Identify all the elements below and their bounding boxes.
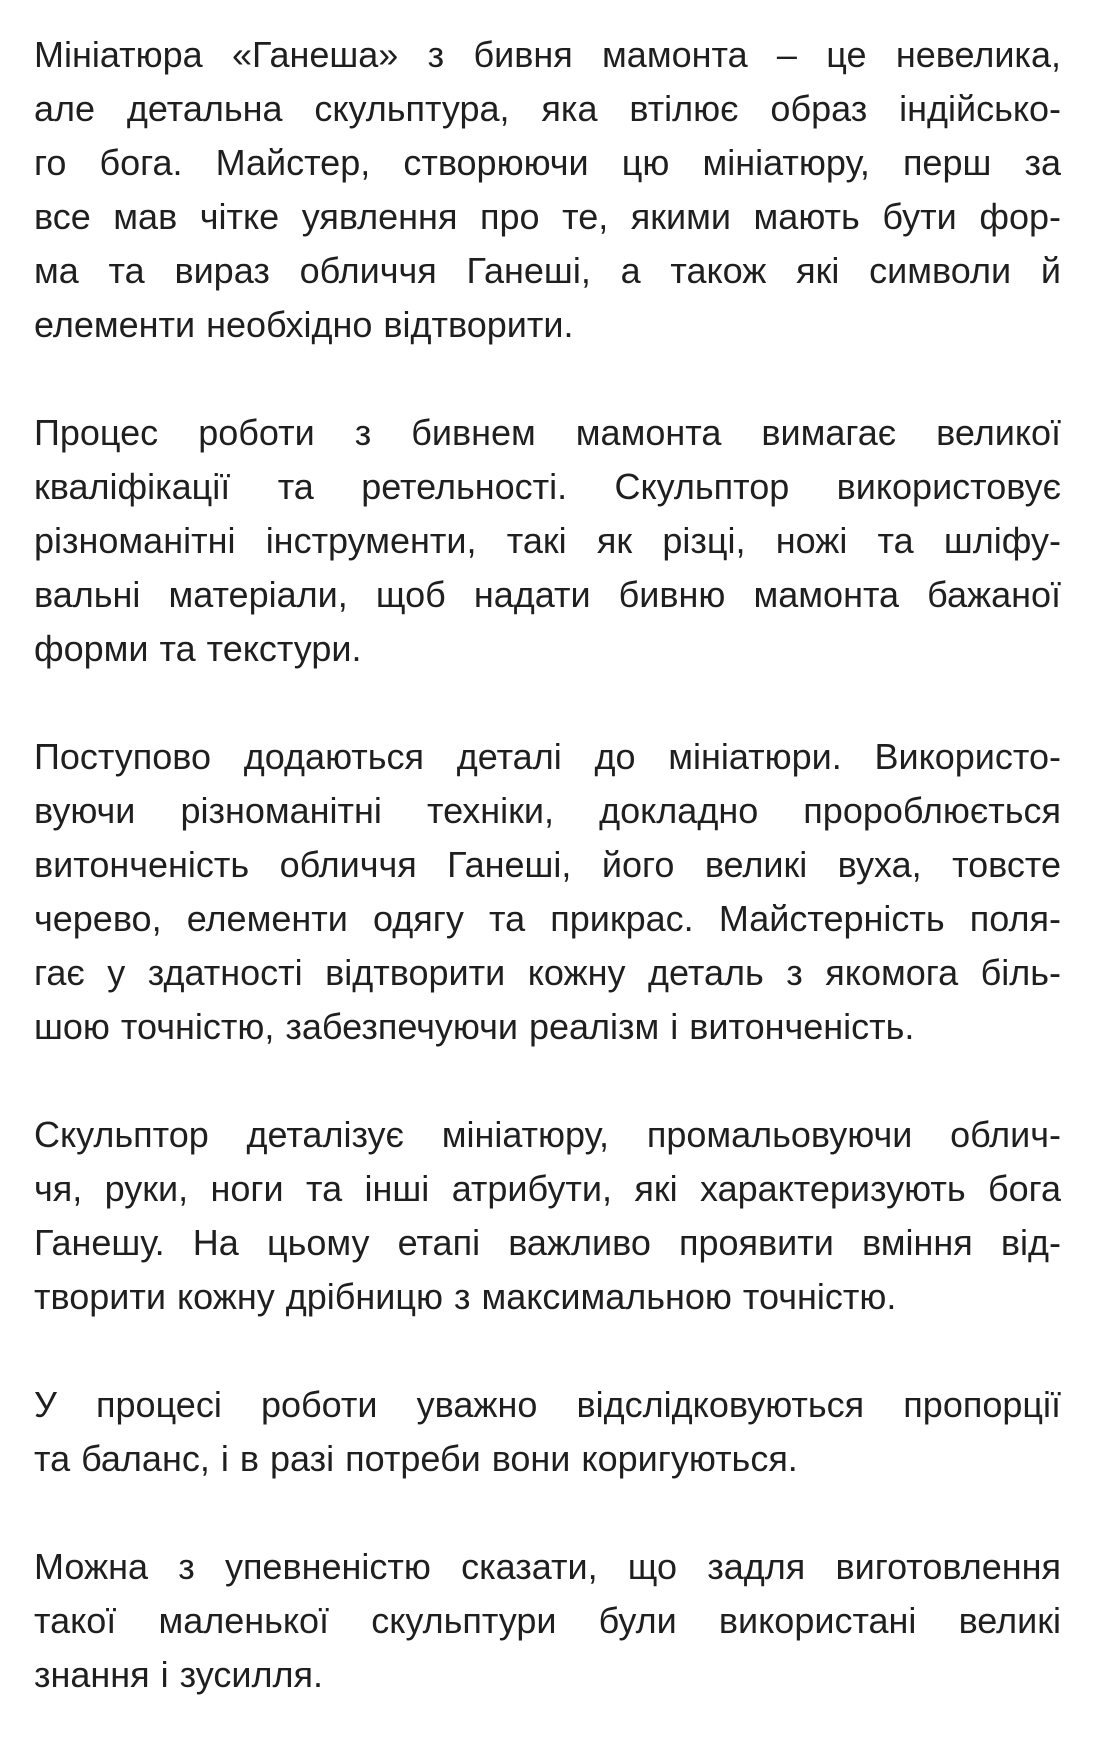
text-line: форми та текстури. <box>34 628 362 669</box>
text-line: творити кожну дрібницю з максимальною точністю. <box>34 1276 897 1317</box>
paragraph-5 <box>34 1378 1061 1486</box>
text-line: Поступово додаються деталі до мініатюри. Використо- <box>34 736 1061 777</box>
text-line: чя, руки, ноги та інші атрибути, які характеризують бога <box>34 1168 1061 1209</box>
text-line: вальні матеріали, щоб надати бивню мамонта бажаної <box>34 574 1061 615</box>
text-line: вуючи різноманітні техніки, докладно пророблюється <box>34 790 1061 831</box>
text-line: але детальна скульптура, яка втілює образ індійсько- <box>34 88 1061 129</box>
paragraph-4 <box>34 1108 1061 1324</box>
text-line: шою точністю, забезпечуючи реалізм і витонченість. <box>34 1006 915 1047</box>
text-line: черево, елементи одягу та прикрас. Майстерність поля- <box>34 898 1061 939</box>
text-line: та баланс, і в разі потреби вони коригуються. <box>34 1438 798 1479</box>
text-line: Процес роботи з бивнем мамонта вимагає великої <box>34 412 1061 453</box>
text-line: кваліфікації та ретельності. Скульптор використовує <box>34 466 1061 507</box>
text-line: елементи необхідно відтворити. <box>34 304 574 345</box>
text-line: го бога. Майстер, створюючи цю мініатюру, перш за <box>34 142 1061 183</box>
text-line: все мав чітке уявлення про те, якими мають бути фор- <box>34 196 1061 237</box>
text-line: Можна з упевненістю сказати, що задля виготовлення <box>34 1546 1061 1587</box>
text-line: такої маленької скульптури були використані великі <box>34 1600 1061 1641</box>
text-line: Ганешу. На цьому етапі важливо проявити вміння від- <box>34 1222 1061 1263</box>
text-line: гає у здатності відтворити кожну деталь з якомога біль- <box>34 952 1061 993</box>
text-line: Скульптор деталізує мініатюру, промальовуючи облич- <box>34 1114 1061 1155</box>
text-line: витонченість обличчя Ганеші, його великі вуха, товсте <box>34 844 1061 885</box>
paragraph-3 <box>34 730 1061 1054</box>
paragraph-6 <box>34 1540 1061 1702</box>
paragraph-2 <box>34 406 1061 676</box>
paragraph-1 <box>34 28 1061 352</box>
text-line: Мініатюра «Ганеша» з бивня мамонта – це невелика, <box>34 34 1061 75</box>
text-line: ма та вираз обличчя Ганеші, а також які символи й <box>34 250 1061 291</box>
text-line: У процесі роботи уважно відслідковуються пропорції <box>34 1384 1061 1425</box>
text-line: знання і зусилля. <box>34 1654 323 1695</box>
text-line: різноманітні інструменти, такі як різці, ножі та шліфу- <box>34 520 1061 561</box>
